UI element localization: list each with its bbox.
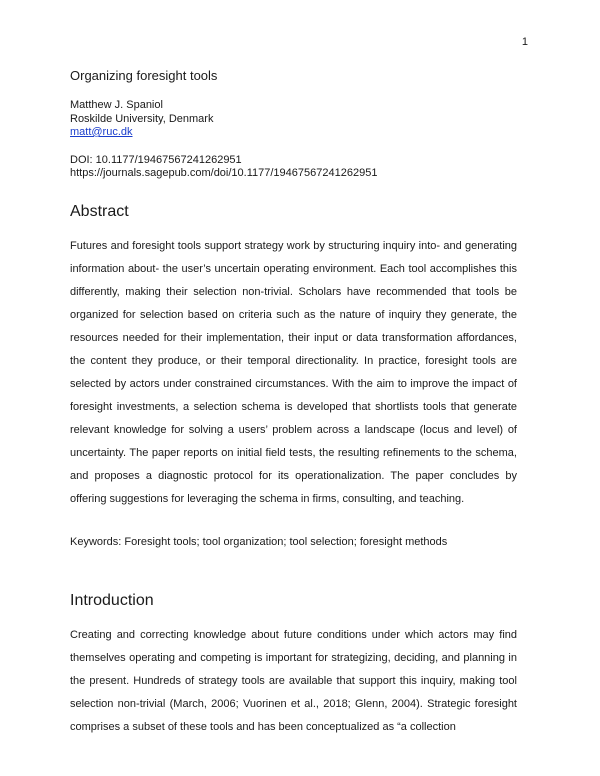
author-email-link[interactable]: matt@ruc.dk [70,126,133,138]
author-block [70,99,517,140]
doi-block [70,154,517,181]
author-name: Matthew J. Spaniol [70,99,163,111]
abstract-text: Futures and foresight tools support strategy work by structuring inquiry into- and generating information about- the user’s uncertain operating environment. Each tool accomplishes this differently, making their selection non-trivial. Scholars have recommended that tools be organized for selection based on criteria such as the nature of inquiry they generate, the resources needed for their implementation, their input or data transformation affordances, the content they produce, or their temporal directionality. In practice, foresight tools are selected by actors under constrained circumstances. With the aim to improve the impact of foresight investments, a selection schema is developed that shortlists tools that generate relevant knowledge for solving a users’ problem across a landscape (locus and level) of uncertainty. The paper reports on initial field tests, the resulting refinements to the schema, and proposes a diagnostic protocol for its operationalization. The paper concludes by offering suggestions for leveraging the schema in firms, consulting, and teaching. [70,239,517,505]
paper-content [70,68,517,739]
author-affiliation: Roskilde University, Denmark [70,112,214,125]
doi: DOI: 10.1177/19467567241262951 [70,153,242,166]
article-url[interactable]: https://journals.sagepub.com/doi/10.1177/19467567241262951 [70,167,378,179]
keywords: Keywords: Foresight tools; tool organization; tool selection; foresight methods [70,535,448,548]
page-number: 1 [521,36,528,48]
paper-title: Organizing foresight tools [70,68,218,83]
introduction-heading: Introduction [70,591,154,609]
introduction-text: Creating and correcting knowledge about future conditions under which actors may find themselves operating and competing is important for strategizing, deciding, and planning in the present. Hundreds of strategy tools are available that support this inquiry, making tool selection non-trivial (March, 2006; Vuorinen et al., 2018; Glenn, 2004). Strategic foresight comprises a subset of these tools and has been conceptualized as “a collection [70,628,517,733]
abstract-heading: Abstract [70,202,129,220]
